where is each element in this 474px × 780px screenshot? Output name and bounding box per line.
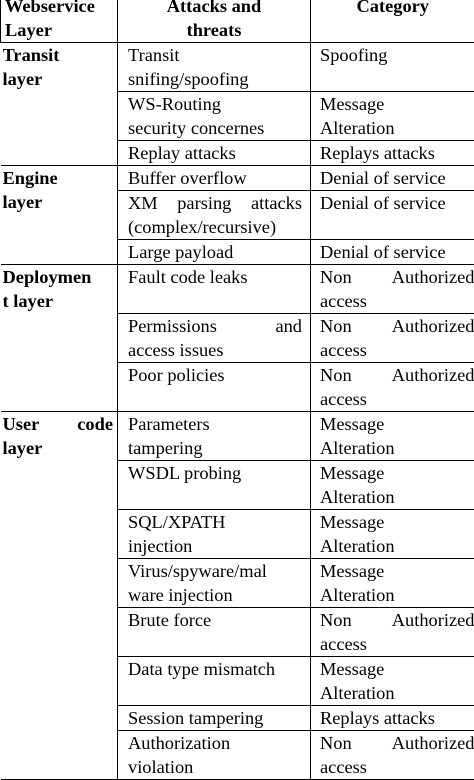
attack-line: Fault code leaks [128, 265, 302, 289]
category-line: Alteration [320, 436, 474, 460]
attack-line: Parameters [128, 412, 302, 436]
category-line: Message [320, 657, 474, 681]
layer-cell [1, 43, 118, 166]
category-cell [311, 191, 474, 240]
attack-line: Brute force [128, 608, 302, 632]
category-line [320, 265, 474, 289]
category-cell [311, 265, 474, 314]
word: Non [320, 608, 352, 632]
word: Non [320, 314, 352, 338]
layer-label-line [3, 412, 114, 436]
category-cell [311, 43, 474, 92]
word: Permissions [128, 314, 217, 338]
attack-cell [118, 363, 311, 412]
category-line: Replays attacks [320, 141, 474, 165]
word: XM [128, 191, 158, 215]
header-category-line: Category [311, 0, 474, 18]
attack-line: Poor policies [128, 363, 302, 387]
attack-cell [118, 92, 311, 141]
category-line: Denial of service [320, 240, 474, 264]
layer-label-line: Engine [3, 166, 114, 190]
attack-line: Buffer overflow [128, 166, 302, 190]
word: Authorized [392, 608, 474, 632]
category-line: Alteration [320, 485, 474, 509]
header-layer-line: Layer [5, 18, 117, 42]
layer-label-line: Transit [3, 43, 114, 67]
category-line: Message [320, 412, 474, 436]
attack-cell [118, 731, 311, 780]
layer-label-line: layer [3, 67, 114, 91]
attack-line: Authorization [128, 731, 302, 755]
category-line: access [320, 338, 474, 362]
attack-line: WSDL probing [128, 461, 302, 485]
attack-cell [118, 559, 311, 608]
header-attacks [118, 0, 311, 43]
attack-cell [118, 265, 311, 314]
attack-line: Transit [128, 43, 302, 67]
layer-cell [1, 412, 118, 780]
category-cell [311, 706, 474, 731]
attack-line: WS-Routing [128, 92, 302, 116]
category-line [320, 363, 474, 387]
attack-cell [118, 314, 311, 363]
category-line: access [320, 289, 474, 313]
layer-cell [1, 265, 118, 412]
attack-line: injection [128, 534, 302, 558]
word: code [77, 412, 113, 436]
category-cell [311, 314, 474, 363]
attack-line: access issues [128, 338, 302, 362]
table-body [1, 43, 474, 780]
category-cell [311, 657, 474, 706]
attack-line: SQL/XPATH [128, 510, 302, 534]
header-layer-line: Webservice [5, 0, 117, 18]
category-line: access [320, 632, 474, 656]
attack-line: Large payload [128, 240, 302, 264]
attack-line: Data type mismatch [128, 657, 302, 681]
word: attacks [251, 191, 302, 215]
category-line: Alteration [320, 681, 474, 705]
attack-cell [118, 461, 311, 510]
layer-label-line: layer [3, 190, 114, 214]
category-cell [311, 363, 474, 412]
word: Non [320, 731, 352, 755]
category-cell [311, 240, 474, 265]
category-line: Denial of service [320, 191, 474, 215]
table-row [1, 166, 474, 191]
category-line: Alteration [320, 583, 474, 607]
attack-cell [118, 706, 311, 731]
header-category [311, 0, 474, 43]
attack-cell [118, 43, 311, 92]
attack-cell [118, 191, 311, 240]
category-line: Denial of service [320, 166, 474, 190]
header-row [1, 0, 474, 43]
table-row [1, 43, 474, 92]
word: Authorized [392, 363, 474, 387]
attack-line: (complex/recursive) [128, 215, 302, 239]
word: User [3, 412, 40, 436]
category-line: Message [320, 461, 474, 485]
attack-line: Session tampering [128, 706, 302, 730]
attack-line: Replay attacks [128, 141, 302, 165]
word: Non [320, 265, 352, 289]
category-cell [311, 141, 474, 166]
category-cell [311, 731, 474, 780]
attack-cell [118, 412, 311, 461]
layer-label-line: Deploymen [3, 265, 114, 289]
attack-line [128, 314, 302, 338]
word: parsing [177, 191, 231, 215]
header-layer [1, 0, 118, 43]
attack-cell [118, 240, 311, 265]
category-line: Alteration [320, 116, 474, 140]
attack-line: violation [128, 755, 302, 779]
category-line: Alteration [320, 534, 474, 558]
attack-cell [118, 657, 311, 706]
attack-line [128, 191, 302, 215]
category-cell [311, 510, 474, 559]
category-line [320, 731, 474, 755]
word: Authorized [392, 314, 474, 338]
category-line [320, 608, 474, 632]
category-cell [311, 461, 474, 510]
word: and [275, 314, 302, 338]
attack-line: ware injection [128, 583, 302, 607]
category-cell [311, 608, 474, 657]
attack-cell [118, 141, 311, 166]
header-attacks-line: Attacks and [118, 0, 310, 18]
category-line: Message [320, 92, 474, 116]
header-attacks-line: threats [118, 18, 310, 42]
attack-cell [118, 166, 311, 191]
table-row [1, 265, 474, 314]
attack-line: tampering [128, 436, 302, 460]
category-line: Message [320, 510, 474, 534]
layer-cell [1, 166, 118, 265]
category-line [320, 314, 474, 338]
category-line: Message [320, 559, 474, 583]
category-cell [311, 412, 474, 461]
attack-line: Virus/spyware/mal [128, 559, 302, 583]
category-cell [311, 166, 474, 191]
table-row [1, 412, 474, 461]
attack-cell [118, 608, 311, 657]
category-line: access [320, 387, 474, 411]
attack-cell [118, 510, 311, 559]
layer-label-line: layer [3, 436, 114, 460]
category-line: Spoofing [320, 43, 474, 67]
category-line: access [320, 755, 474, 779]
layer-label-line: t layer [3, 289, 114, 313]
attack-line: snifing/spoofing [128, 67, 302, 91]
word: Non [320, 363, 352, 387]
category-cell [311, 92, 474, 141]
category-cell [311, 559, 474, 608]
word: Authorized [392, 265, 474, 289]
word: Authorized [392, 731, 474, 755]
attack-line: security concernes [128, 116, 302, 140]
category-line: Replays attacks [320, 706, 474, 730]
